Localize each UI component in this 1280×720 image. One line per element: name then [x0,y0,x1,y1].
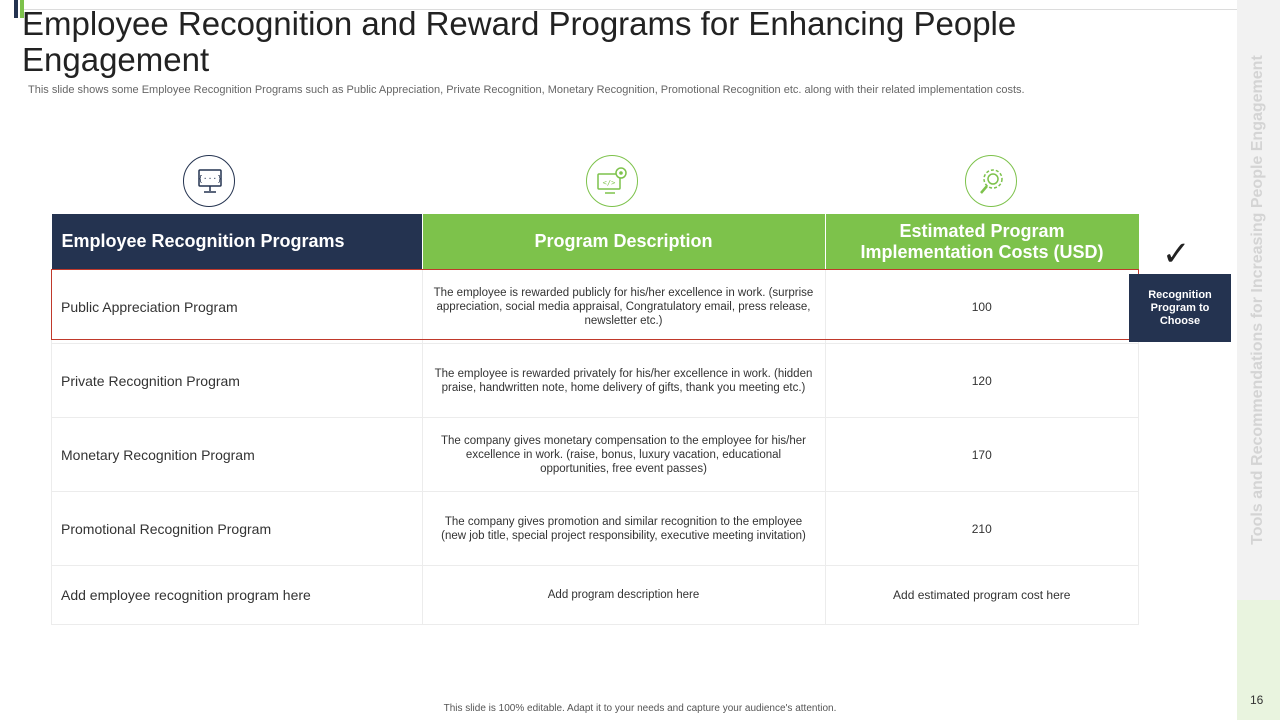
monitor-gear-icon [586,155,638,207]
accent-bar-navy [14,0,18,18]
table-row [52,492,1139,566]
program-name: Monetary Recognition Program [52,418,423,492]
checkmark-icon: ✓ [1162,235,1191,273]
table-row [52,566,1139,625]
table-row [52,418,1139,492]
recognition-programs-table [51,214,1139,625]
program-description: The employee is rewarded publicly for his/her excellence in work. (surprise appreciation, social media appraisal, Congratulatory email, press release, newsletter etc.) [422,270,825,344]
side-label: Tools and Recommendations for Increasing People Engagement [1249,55,1266,545]
slide-footer: This slide is 100% editable. Adapt it to your needs and capture your audience's attention. [443,703,837,714]
table-row [52,344,1139,418]
svg-text:</>: </> [602,179,616,187]
program-cost: 170 [825,418,1139,492]
program-cost: Add estimated program cost here [825,566,1139,625]
program-description: The company gives monetary compensation to the employee for his/her excellence in work. (raise, bonus, luxury vacation, educational opportunities, free event passes) [422,418,825,492]
slide-subtitle: This slide shows some Employee Recognition Programs such as Public Appreciation, Private Recognition, Monetary Recognition, Promotional Recognition etc. along with their related implementation costs. [28,84,1025,96]
table-header-row [52,214,1139,270]
table-row [52,270,1139,344]
program-name: Private Recognition Program [52,344,423,418]
header-programs: Employee Recognition Programs [52,214,423,270]
computer-code-icon [183,155,235,207]
program-description: The company gives promotion and similar recognition to the employee (new job title, special project responsibility, executive meeting invitation) [422,492,825,566]
program-cost: 210 [825,492,1139,566]
program-name: Promotional Recognition Program [52,492,423,566]
svg-text:{···}: {···} [197,174,223,183]
program-name: Public Appreciation Program [52,270,423,344]
slide-title: Employee Recognition and Reward Programs for Enhancing People Engagement [22,5,1017,78]
header-description: Program Description [422,214,825,270]
header-costs: Estimated Program Implementation Costs (USD) [825,214,1139,270]
program-cost: 100 [825,270,1139,344]
gear-search-icon [965,155,1017,207]
program-cost: 120 [825,344,1139,418]
recommendation-badge [1129,274,1231,342]
recommendation-label: Recognition Program to Choose [1148,288,1212,327]
program-name: Add employee recognition program here [52,566,423,625]
page-number: 16 [1250,693,1264,707]
program-description: Add program description here [422,566,825,625]
program-description: The employee is rewarded privately for his/her excellence in work. (hidden praise, handwritten note, home delivery of gifts, thank you meeting etc.) [422,344,825,418]
